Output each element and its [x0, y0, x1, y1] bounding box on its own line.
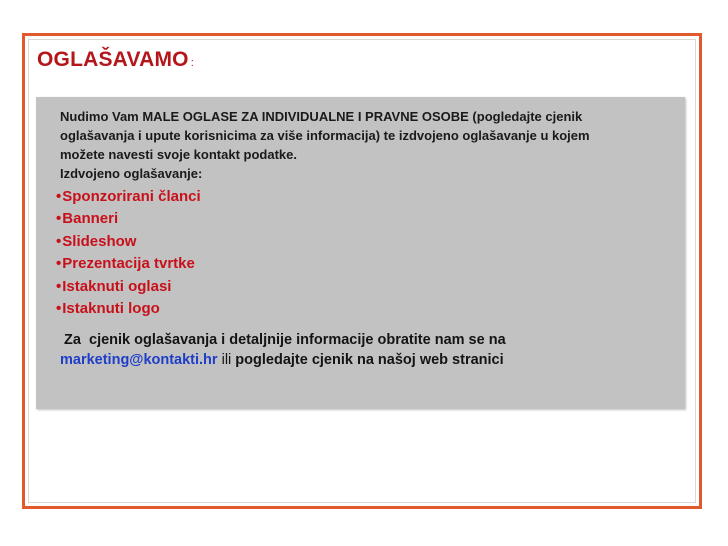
bullet-icon: •	[56, 232, 62, 250]
list-item-label: Istaknuti logo	[62, 300, 160, 318]
bullet-icon: •	[56, 210, 62, 228]
list-item	[56, 186, 201, 208]
list-item	[56, 253, 201, 275]
intro-line-2: oglašavanja i upute korisnicima za više informacija) te izdvojeno oglašavanje u kojem	[60, 128, 590, 143]
bullet-icon: •	[56, 188, 62, 205]
contact-line-1: Za cjenik oglašavanja i detaljnije informacije obratite nam se na	[60, 332, 506, 348]
contact-text	[60, 330, 680, 370]
intro-line-3: možete navesti svoje kontakt podatke.	[60, 147, 297, 162]
intro-text	[60, 107, 660, 183]
list-item	[56, 231, 201, 253]
list-item-label: Slideshow	[62, 232, 137, 250]
list-item-label: Banneri	[62, 210, 119, 228]
email-link[interactable]: marketing@kontakti.hr	[60, 352, 218, 368]
advertising-options-list	[56, 186, 201, 320]
list-item	[56, 276, 201, 298]
contact-line-2	[60, 350, 680, 370]
page-title-colon: :	[190, 57, 194, 69]
page-title	[37, 48, 194, 72]
list-item-label: Istaknuti oglasi	[62, 277, 172, 295]
list-item-label: Sponzorirani članci	[62, 188, 201, 205]
list-item	[56, 298, 201, 320]
intro-line-4: Izdvojeno oglašavanje:	[60, 166, 203, 181]
list-item	[56, 208, 201, 230]
content-panel	[36, 97, 685, 409]
bullet-icon: •	[56, 277, 62, 295]
ili-text: ili	[217, 352, 236, 368]
website-link-text: pogledajte cjenik na našoj web stranici	[235, 352, 504, 368]
intro-line-1: Nudimo Vam MALE OGLASE ZA INDIVIDUALNE I PRAVNE OSOBE (pogledajte cjenik	[60, 109, 583, 124]
bullet-icon: •	[56, 300, 62, 318]
bullet-icon: •	[56, 255, 62, 273]
slide-frame	[22, 33, 702, 509]
page-title-text: OGLAŠAVAMO	[37, 48, 189, 71]
list-item-label: Prezentacija tvrtke	[62, 255, 195, 273]
